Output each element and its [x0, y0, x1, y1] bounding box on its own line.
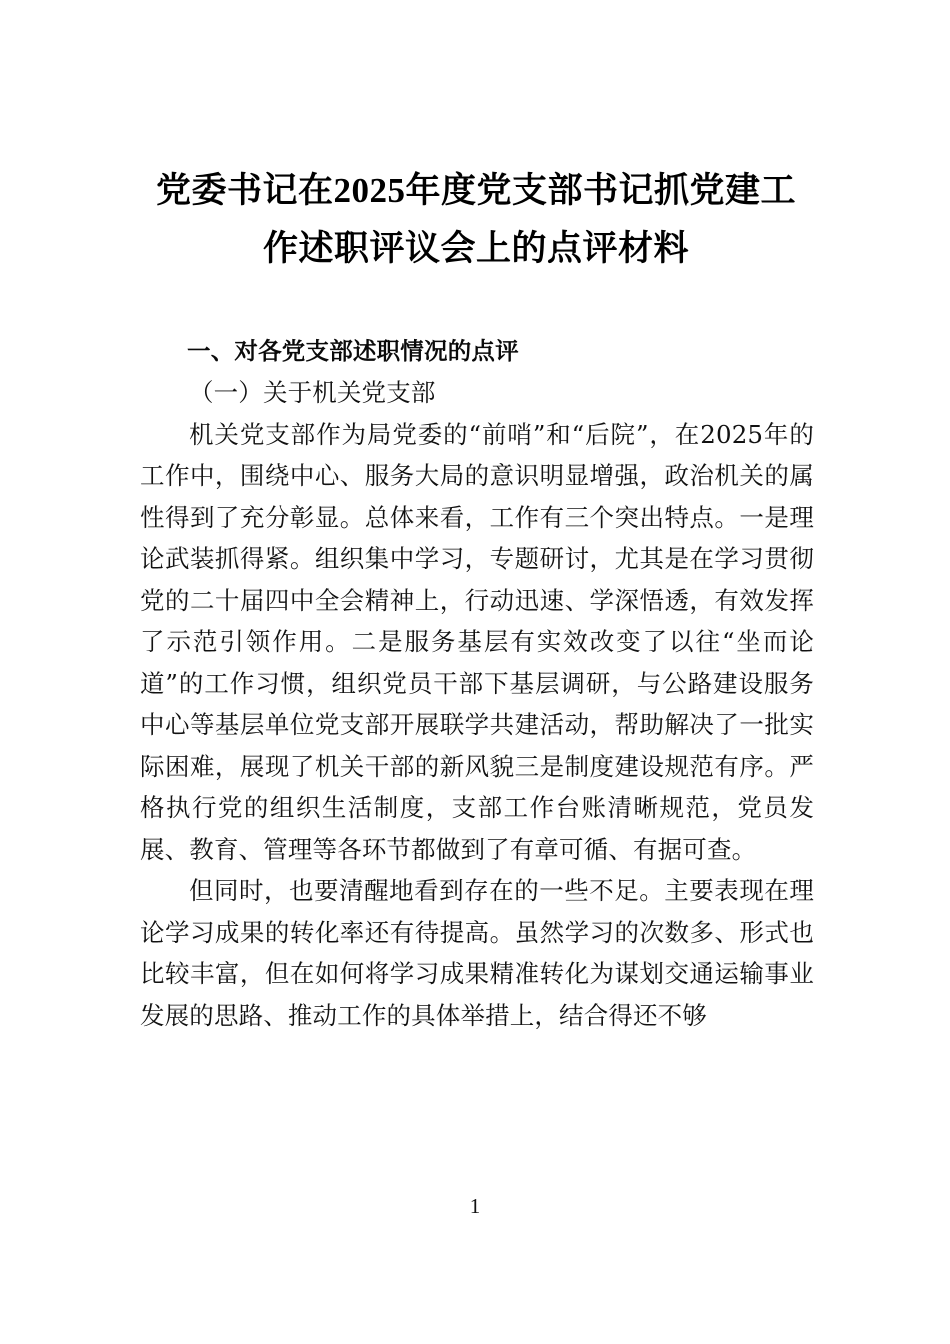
- body-paragraph-2: 但同时，也要清醒地看到存在的一些不足。主要表现在理论学习成果的转化率还有待提高。虽然学习的次数多、形式也比较丰富，但在如何将学习成果精准转化为谋划交通运输事业发展的思路、推动工作的具体举措上，结合得还不够: [140, 876, 814, 1030]
- document-title-line-2: 作述职评议会上的点评材料: [262, 229, 689, 268]
- document-body: [140, 330, 814, 1036]
- page-number: 1: [469, 1194, 481, 1218]
- document-title: [140, 162, 812, 278]
- section-heading-1: 一、对各党支部述职情况的点评: [187, 337, 519, 365]
- document-title-line-1: 党委书记在2025年度党支部书记抓党建工: [155, 171, 796, 210]
- body-paragraph-1: 机关党支部作为局党委的“前哨”和“后院”，在2025年的工作中，围绕中心、服务大局的意识明显增强，政治机关的属性得到了充分彰显。总体来看，工作有三个突出特点。一是理论武装抓得紧。组织集中学习，专题研讨，尤其是在学习贯彻党的二十届四中全会精神上，行动迅速、学深悟透，有效发挥了示范引领作用。二是服务基层有实效改变了以往“坐而论道”的工作习惯，组织党员干部下基层调研，与公路建设服务中心等基层单位党支部开展联学共建活动，帮助解决了一批实际困难，展现了机关干部的新风貌三是制度建设规范有序。严格执行党的组织生活制度，支部工作台账清晰规范，党员发展、教育、管理等各环节都做到了有章可循、有据可查。: [140, 419, 814, 864]
- subsection-heading-1: （一）关于机关党支部: [189, 378, 436, 407]
